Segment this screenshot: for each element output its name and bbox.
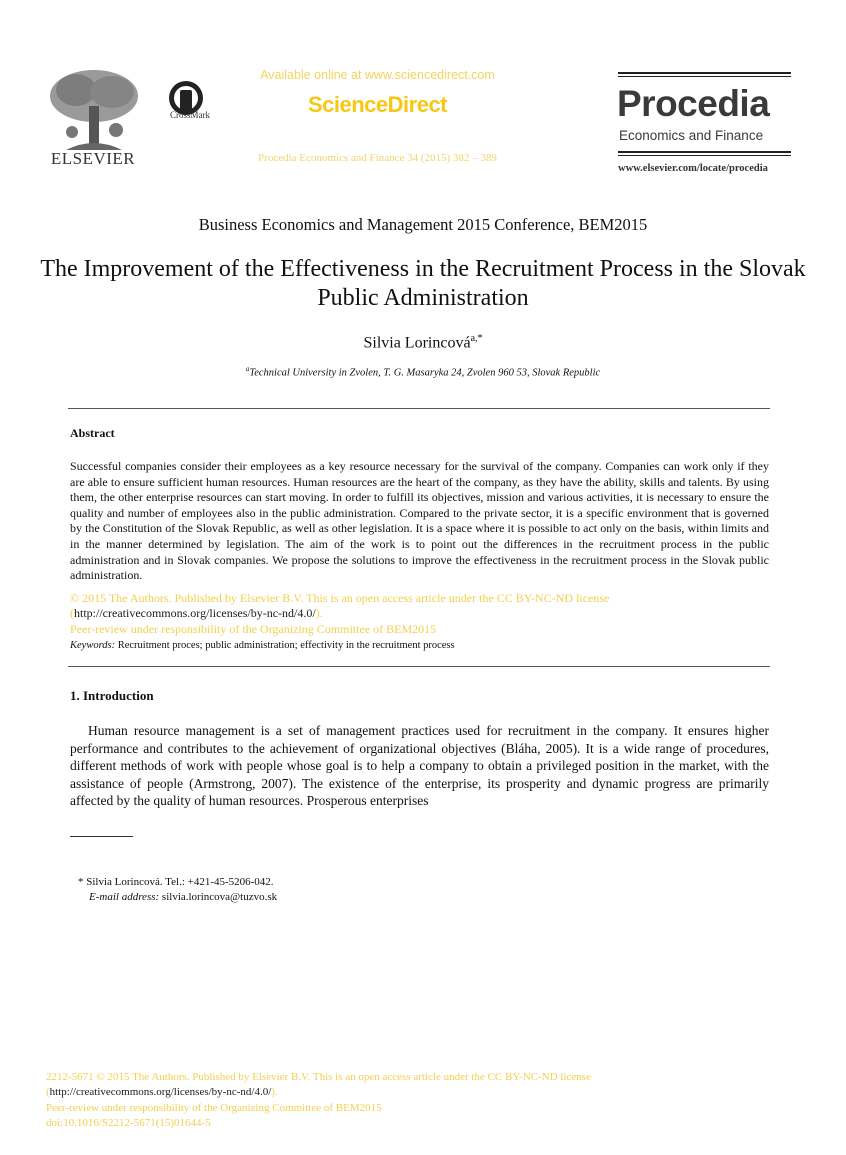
abstract-license-line (70, 606, 323, 621)
procedia-rule-bottom (618, 151, 791, 153)
footnote-rule (70, 836, 133, 837)
conference-name: Business Economics and Management 2015 Conference, BEM2015 (198, 215, 648, 234)
license-close-paren: ). (315, 606, 323, 620)
procedia-rule-bottom-thin (618, 155, 791, 156)
abstract-peer-review: Peer-review under responsibility of the Organizing Committee of BEM2015 (70, 622, 437, 636)
footnote-email-line (89, 891, 277, 903)
author-name: Silvia Lorincová (363, 334, 471, 352)
footer-issn-line: 2212-5671 © 2015 The Authors. Published by Elsevier B.V. This is an open access article under the CC BY-NC-ND license (46, 1071, 591, 1083)
procedia-subtitle: Economics and Finance (619, 128, 764, 143)
keywords-text: Recruitment proces; public administration; effectivity in the recruitment process (117, 640, 455, 651)
keywords-line (70, 640, 455, 651)
procedia-title: Procedia (617, 83, 770, 124)
journal-reference: Procedia Economics and Finance 34 (2015) 382 – 389 (258, 152, 497, 164)
procedia-rule-top-thin (618, 76, 791, 77)
keywords-label: Keywords: (70, 640, 116, 651)
email-address-link[interactable]: silvia.lorincova@tuzvo.sk (161, 891, 278, 903)
footer-license-line (46, 1085, 278, 1099)
license-open-paren: ( (70, 606, 74, 620)
introduction-heading: 1. Introduction (70, 688, 154, 703)
crossmark-icon[interactable] (166, 70, 206, 130)
elsevier-wordmark: ELSEVIER (50, 149, 136, 168)
divider-bottom (68, 666, 770, 667)
footer-doi[interactable]: doi:10.1016/S2212-5671(15)01644-5 (46, 1117, 211, 1129)
license-url-link[interactable]: http://creativecommons.org/licenses/by-nc-nd/4.0/ (74, 606, 316, 620)
abstract-copyright: © 2015 The Authors. Published by Elsevier B.V. This is an open access article under the CC BY-NC-ND license (70, 591, 610, 605)
email-label: E-mail address: (89, 891, 160, 903)
author-marks: a,* (470, 333, 483, 344)
procedia-rule-top (618, 72, 791, 74)
procedia-url-link[interactable]: www.elsevier.com/locate/procedia (618, 163, 768, 174)
abstract-heading: Abstract (70, 426, 115, 440)
crossmark-label: CrossMark (170, 110, 210, 120)
affiliation-text: Technical University in Zvolen, T. G. Masaryka 24, Zvolen 960 53, Slovak Republic (249, 367, 601, 379)
divider-top (68, 408, 770, 409)
abstract-text: Successful companies consider their employees as a key resource necessary for the survival of the company. Companies can work only if they are able to ensure sufficient human resources. Human resources are the heart of the company, as they have the ability, skills and talents. By using them, the other enterprise resources can start moving. In order to fulfill its objectives, mission and various activities, it is necessary to ensure the quality and number of employees also in the public administration. Compared to the private sector, it is a specific environment that is governed by the Constitution of the Slovak Republic, as well as other legislation. It is a space where it is possible to act only on the basis, within limits and in the manner determined by legislation. The aim of the work is to point out the differences in the recruitment process in the public administration and in Slovak companies. We propose the solutions to improve the effectiveness in the recruitment process in the Slovak public administration. (70, 459, 769, 583)
available-online-link[interactable]: Available online at www.sciencedirect.com (260, 68, 495, 82)
footer-peer-review: Peer-review under responsibility of the Organizing Committee of BEM2015 (46, 1102, 382, 1114)
affiliation-mark: a (245, 365, 250, 373)
author-line (0, 333, 846, 352)
footer-license-close: ). (271, 1086, 278, 1098)
footnote-author: * Silvia Lorincová. Tel.: +421-45-5206-042. (78, 876, 274, 888)
paper-title: The Improvement of the Effectiveness in the Recruitment Process in the Slovak Public Administration (40, 256, 806, 311)
introduction-text: Human resource management is a set of management practices used for recruitment in the company. It ensures higher performance and contributes to the achievement of organizational objectives (Bláha, 2005). It is a wide range of procedures, different methods of work with people whose goal is to help a company to obtain a privileged position in the market, with the assistance of people (Armstrong, 2007). The existence of the enterprise, its prosperity and dynamic progress are primarily affected by the quality of human resources. Prosperous enterprises (70, 723, 769, 809)
affiliation (0, 365, 846, 379)
footer-license-open: ( (46, 1086, 50, 1098)
footer-license-url-link[interactable]: http://creativecommons.org/licenses/by-nc-nd/4.0/ (49, 1086, 272, 1098)
sciencedirect-logo[interactable]: ScienceDirect (307, 92, 448, 117)
